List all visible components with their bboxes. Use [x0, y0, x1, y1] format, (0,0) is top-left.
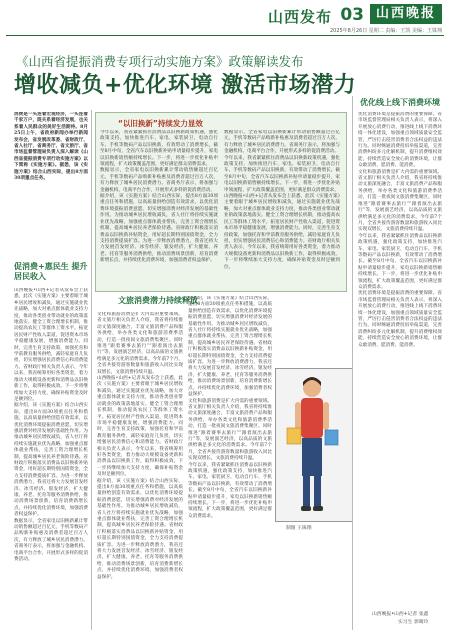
- section-name: 山西发布: [267, 8, 332, 26]
- article-column-3: [188, 296, 272, 630]
- box-text-left: [100, 130, 218, 286]
- lead-paragraph: [14, 112, 88, 252]
- kicker-title: 《山西省提振消费专项行动实施方案》政策解读发布: [16, 54, 304, 69]
- column-1-text-more: 据介绍，该《实施方案》结合山西实际，提出8方面30项重点任务和措施，以高质量供给创造有效需求，以优化消费环境提振消费意愿，切实增强消费对经济发展的基础性作用。为推动城乡居民增收减负，省人社厅将持续实施就业优先战略，加强重点群体就业帮扶，完善工资合理增长机制，提高城乡居民养老保险待遇。省财政厅积极落实消费品以旧换新补贴资金，用好超长期特别国债资金，全力支持消费提质扩容。为进一步释放消费潜力，我省还将大力发展首发经济、冰雪经济、银发经济，扩大健康、养老、托育等服务消费供给，推动消费场景创新，培育消费新增长点，并持续优化消费环境，加强消费者权益保护。: [14, 403, 88, 518]
- column-3-text-extra: 今年以来，我省紧紧抓住消费品以旧换新政策机遇，强化政策支持，加快推进汽车、家电、家装厨卫、电动自行车、手机等数码产品以旧换新，有效带动了消费增长。截至8月中旬，全省汽车以旧换新补贴申请量稳步提升，家电以旧换新销售额持续增长。下一步，将进一步优化补贴申领流程，扩大政策覆盖范围，更好满足群众消费需求。: [188, 462, 272, 519]
- masthead: [0, 0, 450, 36]
- column-4-text-extra: 今年以来，我省紧紧抓住消费品以旧换新政策机遇，强化政策支持，加快推进汽车、家电、家装厨卫、电动自行车、手机等数码产品以旧换新，有效带动了消费增长。截至8月中旬，全省汽车以旧换新补贴申请量稳步提升，家电以旧换新销售额持续增长。下一步，将进一步优化补贴申领流程，扩大政策覆盖范围，更好满足群众消费需求。: [358, 233, 442, 290]
- column-4-text-more: 文化和旅游消费是扩大内需的重要领域。省文旅厅相关负责人介绍，我省将持续推动文旅深度融合，丰富文旅消费产品和服务供给，举办各类文化和旅游消费季活动，打造一批夜间文旅消费集聚区。同时推进“跟着赛事去旅行”“跟着演出去旅行”等，发展演艺经济，以高品质的文旅供给满足多元化的消费需求。今年前7个月，全省共接待游客数量和旅游收入同比实现双增长，文旅消费持续升温。: [358, 169, 442, 233]
- box-title: “以旧换新”持续发力显效: [118, 119, 203, 128]
- column-2-text: 文化和旅游消费是扩大内需的重要领域。省文旅厅相关负责人介绍，我省将持续推动文旅深度融合，丰富文旅消费产品和服务供给，举办各类文化和旅游消费季活动，打造一批夜间文旅消费集聚区。同时推进“跟着赛事去旅行”“跟着演出去旅行”等，发展演艺经济，以高品质的文旅供给满足多元化的消费需求。今年前7个月，全省共接待游客数量和旅游收入同比实现双增长，文旅消费持续升温。: [97, 312, 183, 375]
- box-body-3: 据介绍，该《实施方案》结合山西实际，提出8方面30项重点任务和措施，以高质量供给创造有效需求，以优化消费环境提振消费意愿，切实增强消费对经济发展的基础性作用。为推动城乡居民增收减负，省人社厅将持续实施就业优先战略，加强重点群体就业帮扶，完善工资合理增长机制，提高城乡居民养老保险待遇。省财政厅积极落实消费品以旧换新补贴资金，用好超长期特别国债资金，全力支持消费提质扩容。为进一步释放消费潜力，我省还将大力发展首发经济、冰雪经济、银发经济，扩大健康、养老、托育等服务消费供给，推动消费场景创新，培育消费新增长点，并持续优化消费环境，加强消费者权益保护。: [100, 194, 218, 264]
- shopping-illustration: [281, 372, 343, 518]
- photo-credit: 制图 王铢翔: [286, 526, 312, 531]
- column-divider-1: [91, 110, 92, 630]
- section-title-environment: 优化线上线下消费环境: [360, 98, 440, 107]
- box-text-right: [224, 130, 340, 286]
- intern-credit: 实习生 郭晴玲: [398, 620, 429, 625]
- header-divider: [6, 35, 444, 36]
- lead-text: 消费是一头连着宏观经济，一头连着千家万户，既关系着经济发展，也关系着人民群众的美好生活期待。8月25日上午，省政府新闻办举行新闻发布会，省发展改革委、省财政厅、省人社厅、省商务厅、省文旅厅、省市场监督管理局负责人深入解读《山西省提振消费专项行动实施方案》以下简称《实施方案》。据悉，该《实施方案》结合山西实际，提出8方面30项重点任务。: [14, 112, 88, 182]
- box-body-6: 山西晚报•山西+记者从发布会上获悉，此次《实施方案》主要着眼于城乡居民增收和减负，通过实施就业优先战略，加大对重点群体就业支持力度，推动各类创业带动就业的政策落地落实。健全工资合理增长机制，推动提高农民工等群体工资水平。拓宽居民财产性收入渠道，促进资本市场平稳健康发展，增强消费能力。同时，完善生育支持政策，加强托育和学前教育服务供给，减轻家庭育儿负担，切实增强居民消费信心和消费能力。省财政厅相关负责人表示，今年以来，我省统筹用好各类资金，着力推动大规模设备更新和消费品以旧换新工作，取得积极成效。下一步将继续加大支持力度，确保补贴资金及时足额到位。: [224, 194, 340, 270]
- article-column-4: [358, 112, 442, 604]
- section-title-culture: 文旅消费潜力持续释放: [118, 296, 198, 305]
- newspaper-logo: 山西晚报: [370, 4, 442, 24]
- illustration-frame: [275, 368, 353, 522]
- column-4-text-final: 优化消费环境是提振消费的重要保障。省市场监督管理局相关负责人表示，将深入开展放心消费行动，推进线上线下消费环境一体化建设，加强重点领域质量安全监管，严厉打击侵害消费者合法权益的违法行为。同时畅通消费投诉举报渠道，完善消费纠纷多元化解机制，提升消费维权效能，持续营造安全放心的消费环境，让群众敢消费、愿消费、能消费。: [358, 291, 442, 348]
- box-body-2: 数据显示，全省家电以旧换新累计带动销售额超过百亿元，手机等数码产品购新补贴惠及消费者超过百万人次，有力释放了城乡居民消费潜力。省商务厅表示，将加强与金融机构、电商平台合作，开展形式多样的促消费活动。: [100, 168, 218, 193]
- article-column-2: [97, 312, 183, 630]
- column-1-text-extra: 数据显示，全省家电以旧换新累计带动销售额超过百亿元，手机等数码产品购新补贴惠及消费者超过百万人次，有力释放了城乡居民消费潜力。省商务厅表示，将加强与金融机构、电商平台合作，开展形式多样的促消费活动。: [14, 518, 88, 563]
- article-column-1: [14, 288, 88, 628]
- box-body-5: 今年以来，我省紧紧抓住消费品以旧换新政策机遇，强化政策支持，加快推进汽车、家电、家装厨卫、电动自行车、手机等数码产品以旧换新，有效带动了消费增长。截至8月中旬，全省汽车以旧换新补贴申请量稳步提升，家电以旧换新销售额持续增长。下一步，将进一步优化补贴申领流程，扩大政策覆盖范围，更好满足群众消费需求。: [224, 155, 340, 193]
- column-2-text-extra: 据介绍，该《实施方案》结合山西实际，提出8方面30项重点任务和措施，以高质量供给创造有效需求，以优化消费环境提振消费意愿，切实增强消费对经济发展的基础性作用。为推动城乡居民增收减负，省人社厅将持续实施就业优先战略，加强重点群体就业帮扶，完善工资合理增长机制，提高城乡居民养老保险待遇。省财政厅积极落实消费品以旧换新补贴资金，用好超长期特别国债资金，全力支持消费提质扩容。为进一步释放消费潜力，我省还将大力发展首发经济、冰雪经济、银发经济，扩大健康、养老、托育等服务消费供给，推动消费场景创新，培育消费新增长点，并持续优化消费环境，加强消费者权益保护。: [97, 478, 183, 580]
- column-3-text: 据介绍，该《实施方案》结合山西实际，提出8方面30项重点任务和措施，以高质量供给创造有效需求，以优化消费环境提振消费意愿，切实增强消费对经济发展的基础性作用。为推动城乡居民增收减负，省人社厅将持续实施就业优先战略，加强重点群体就业帮扶，完善工资合理增长机制，提高城乡居民养老保险待遇。省财政厅积极落实消费品以旧换新补贴资金，用好超长期特别国债资金，全力支持消费提质扩容。为进一步释放消费潜力，我省还将大力发展首发经济、冰雪经济、银发经济，扩大健康、养老、托育等服务消费供给，推动消费场景创新，培育消费新增长点，并持续优化消费环境，加强消费者权益保护。: [188, 296, 272, 398]
- column-divider-2: [352, 96, 353, 630]
- column-3-text-more: 文化和旅游消费是扩大内需的重要领域。省文旅厅相关负责人介绍，我省将持续推动文旅深度融合，丰富文旅消费产品和服务供给，举办各类文化和旅游消费季活动，打造一批夜间文旅消费集聚区。同时推进“跟着赛事去旅行”“跟着演出去旅行”等，发展演艺经济，以高品质的文旅供给满足多元化的消费需求。今年前7个月，全省共接待游客数量和旅游收入同比实现双增长，文旅消费持续升温。: [188, 398, 272, 462]
- issue-meta: 2025年8月26日 星期二 责编：王凯 美编：王铢翔: [329, 28, 442, 34]
- column-4-text: 优化消费环境是提振消费的重要保障。省市场监督管理局相关负责人表示，将深入开展放心消费行动，推进线上线下消费环境一体化建设，加强重点领域质量安全监管，严厉打击侵害消费者合法权益的违法行为。同时畅通消费投诉举报渠道，完善消费纠纷多元化解机制，提升消费维权效能，持续营造安全放心的消费环境，让群众敢消费、愿消费、能消费。: [358, 112, 442, 169]
- column-1-text: 山西晚报•山西+记者从发布会上获悉，此次《实施方案》主要着眼于城乡居民增收和减负，通过实施就业优先战略，加大对重点群体就业支持力度，推动各类创业带动就业的政策落地落实。健全工资合理增长机制，推动提高农民工等群体工资水平。拓宽居民财产性收入渠道，促进资本市场平稳健康发展，增强消费能力。同时，完善生育支持政策，加强托育和学前教育服务供给，减轻家庭育儿负担，切实增强居民消费信心和消费能力。省财政厅相关负责人表示，今年以来，我省统筹用好各类资金，着力推动大规模设备更新和消费品以旧换新工作，取得积极成效。下一步将继续加大支持力度，确保补贴资金及时足额到位。: [14, 288, 88, 402]
- section-title-income: 促消费+惠民生 提升居民收入: [14, 262, 88, 281]
- page-number: 03: [340, 5, 364, 25]
- column-2-text-more: 山西晚报•山西+记者从发布会上获悉，此次《实施方案》主要着眼于城乡居民增收和减负，通过实施就业优先战略，加大对重点群体就业支持力度，推动各类创业带动就业的政策落地落实。健全工资合理增长机制，推动提高农民工等群体工资水平。拓宽居民财产性收入渠道，促进资本市场平稳健康发展，增强消费能力。同时，完善生育支持政策，加强托育和学前教育服务供给，减轻家庭育儿负担，切实增强居民消费信心和消费能力。省财政厅相关负责人表示，今年以来，我省统筹用好各类资金，着力推动大规模设备更新和消费品以旧换新工作，取得积极成效。下一步将继续加大支持力度，确保补贴资金及时足额到位。: [97, 376, 183, 478]
- byline: 山西晚报•山西+记者 张鑫: [372, 612, 429, 617]
- box-body-1: 今年以来，我省紧紧抓住消费品以旧换新政策机遇，强化政策支持，加快推进汽车、家电、家装厨卫、电动自行车、手机等数码产品以旧换新，有效带动了消费增长。截至8月中旬，全省汽车以旧换新补贴申请量稳步提升，家电以旧换新销售额持续增长。下一步，将进一步优化补贴申领流程，扩大政策覆盖范围，更好满足群众消费需求。: [100, 130, 218, 168]
- box-body-4: 数据显示，全省家电以旧换新累计带动销售额超过百亿元，手机等数码产品购新补贴惠及消费者超过百万人次，有力释放了城乡居民消费潜力。省商务厅表示，将加强与金融机构、电商平台合作，开展形式多样的促消费活动。: [224, 130, 340, 155]
- main-headline: 增收减负+优化环境 激活市场潜力: [14, 73, 357, 98]
